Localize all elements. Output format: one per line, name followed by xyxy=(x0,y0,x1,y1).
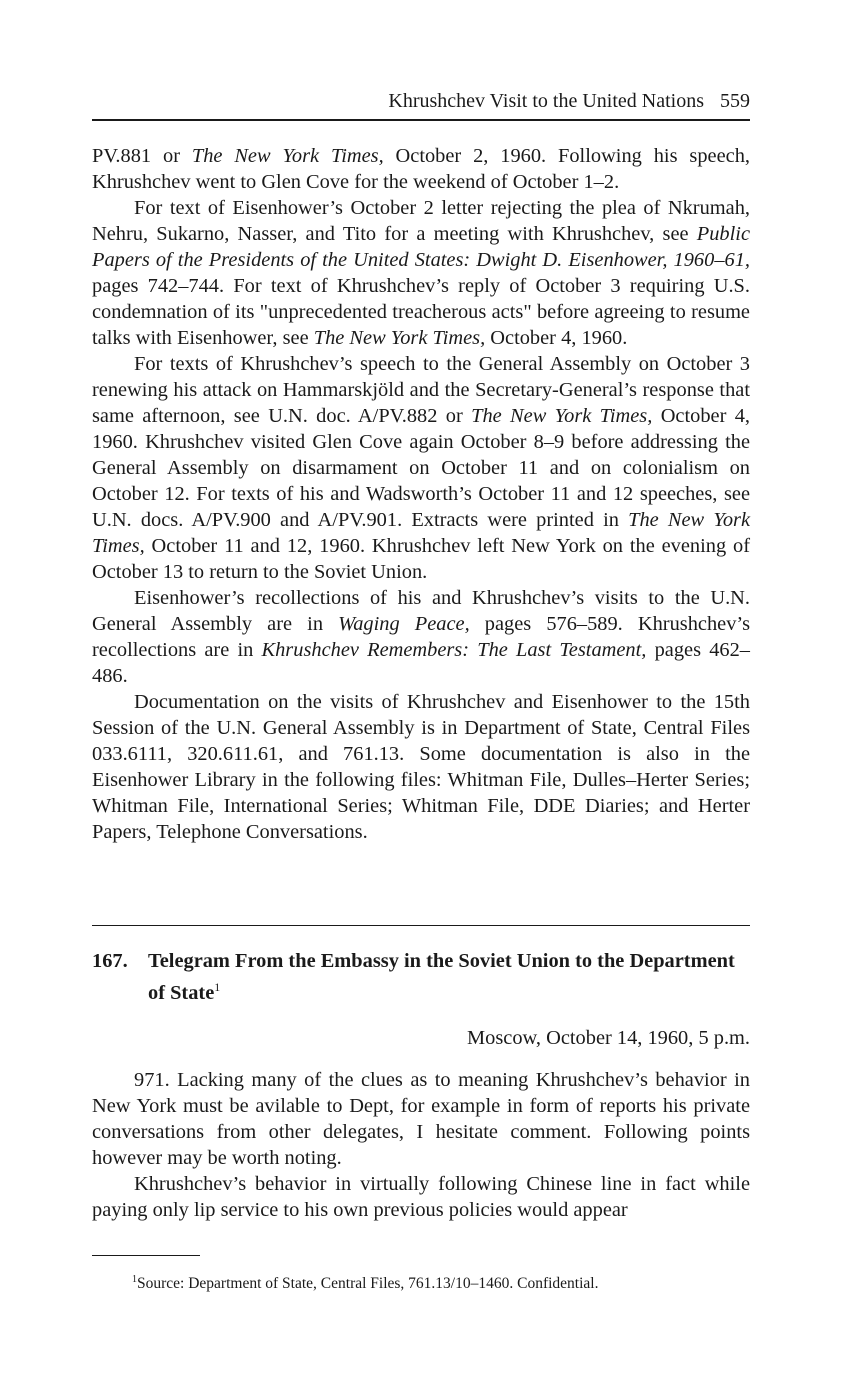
document-title: Telegram From the Embassy in the Soviet Union to the Department of State$^1$ xyxy=(148,950,735,1004)
telegram-paragraph-2: Khrushchev’s behavior in virtually following Chinese line in fact while paying only lip service to his own previous policies would appear xyxy=(92,1173,750,1221)
citation-title: The New York Times, xyxy=(313,327,486,349)
document-number: 167. xyxy=(92,950,128,972)
paragraph-5: Documentation on the visits of Khrushchev and Eisenhower to the 15th Session of the U.N. General Assembly is in Department of State, Central Files 033.6111, 320.611.61, and 761.13. Some documentation is also in the Eisenhower Library in the following files: Whitman File, Dulles–Herter Series; Whitman File, International Series; Whitman File, DDE Diaries; and Herter Papers, Telephone Conversations. xyxy=(92,691,750,843)
footnote xyxy=(92,1270,750,1294)
running-header xyxy=(92,88,750,114)
citation-title: Khrushchev Remembers: The Last Testament, xyxy=(261,639,647,661)
paragraph-3: For texts of Khrushchev’s speech to the General Assembly on October 3 renewing his attack on Hammarskjöld and the Secretary-General’s response that same afternoon, see U.N. doc. A/PV.882 or The New York Times, October 4, 1960. Khrushchev visited Glen Cove again October 8–9 before addressing the General Assembly on disarmament on October 11 and on colonialism on October 12. For texts of his and Wadsworth’s October 11 and 12 speeches, see U.N. docs. A/PV.900 and A/PV.901. Extracts were printed in The New York Times, October 11 and 12, 1960. Khrushchev left New York on the evening of October 13 to return to the Soviet Union. xyxy=(92,353,750,583)
paragraph-2: For text of Eisenhower’s October 2 letter rejecting the plea of Nkrumah, Nehru, Sukarno, Nasser, and Tito for a meeting with Khrushchev, see Public Papers of the Presidents of the United States: Dwight D. Eisenhower, 1960–61, pages 742–744. For text of Khrushchev’s reply of October 3 requiring U.S. condemnation of its "unprecedented treacherous acts" before agreeing to resume talks with Eisenhower, see The New York Times, October 4, 1960. xyxy=(92,197,750,349)
editorial-note xyxy=(92,143,750,845)
citation-title: Waging Peace, xyxy=(338,613,470,635)
telegram-body xyxy=(92,1067,750,1223)
citation-title: Public Papers of the Presidents of the United States: Dwight D. Eisenhower, 1960–61, xyxy=(92,223,750,271)
citation-title: The New York Times, xyxy=(191,145,384,167)
citation-title: The New York Times, xyxy=(92,509,750,557)
running-title: Khrushchev Visit to the United Nations xyxy=(388,90,704,112)
section-divider xyxy=(92,925,750,926)
header-rule xyxy=(92,119,750,121)
footnote-rule xyxy=(92,1255,200,1256)
document-heading xyxy=(92,948,750,1006)
footnote-marker: 1 xyxy=(214,980,221,994)
paragraph-1: PV.881 or The New York Times, October 2, 1960. Following his speech, Khrushchev went to Glen Cove for the weekend of October 1–2. xyxy=(92,145,750,193)
paragraph-4: Eisenhower’s recollections of his and Khrushchev’s visits to the U.N. General Assembly are in Waging Peace, pages 576–589. Khrushchev’s recollections are in Khrushchev Remembers: The Last Testament, pages 462–486. xyxy=(92,587,751,687)
footnote-number: 1 xyxy=(132,1274,137,1285)
footnote-text: Source: Department of State, Central Files, 761.13/10–1460. Confidential. xyxy=(137,1275,599,1293)
dateline: Moscow, October 14, 1960, 5 p.m. xyxy=(467,1027,750,1049)
telegram-paragraph-1: 971. Lacking many of the clues as to meaning Khrushchev’s behavior in New York must be avilable to Dept, for example in form of reports his private conversations from other delegates, I hesitate comment. Following points however may be worth noting. xyxy=(92,1069,750,1169)
citation-title: The New York Times, xyxy=(471,405,653,427)
page-number: 559 xyxy=(720,90,750,112)
